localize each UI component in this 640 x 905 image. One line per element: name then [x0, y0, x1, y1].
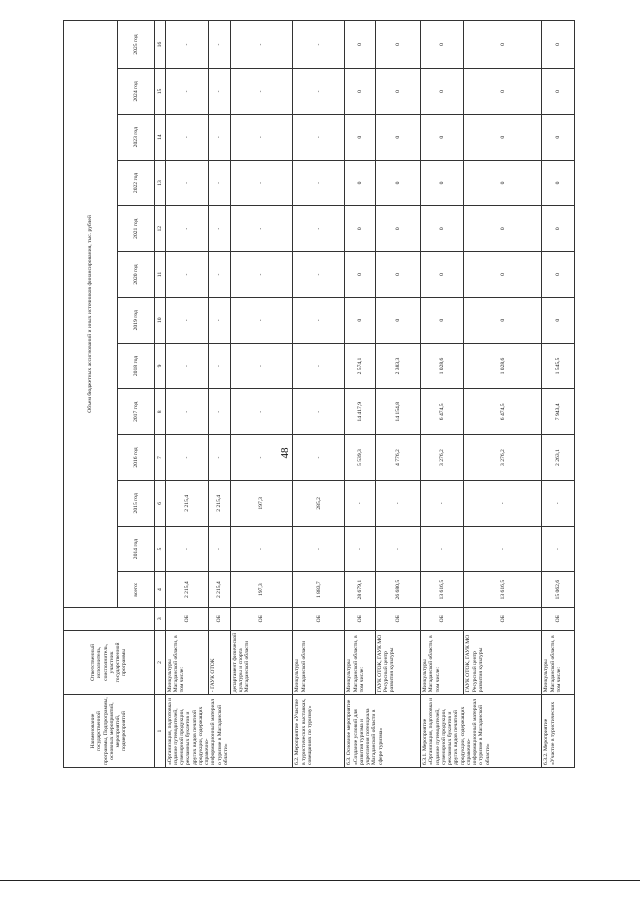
- header-source: [64, 607, 155, 630]
- total-value: 28 679,1: [345, 572, 375, 607]
- year-value: -: [230, 69, 293, 115]
- year-value: -: [230, 252, 293, 298]
- year-value: -: [165, 435, 208, 481]
- header-year: 2022 год: [118, 160, 155, 206]
- year-value: -: [209, 343, 231, 389]
- total-value: 13 616,5: [464, 572, 542, 607]
- activity-name: 6.3.2. Мероприятие «Участие в туристических: [542, 695, 575, 768]
- funding-source: ОБ: [165, 607, 208, 630]
- year-value: -: [230, 389, 293, 435]
- header-name: Наименование государственной программы, Подпрограммы, основных мероприятий, мероприятий, подмероприятий: [64, 695, 155, 768]
- year-value: -: [293, 297, 345, 343]
- executor: ГАУК ОТОК, ГАУК МО Ресурсный центр развития культуры: [375, 630, 420, 694]
- executor: - ГАУК ОТОК: [209, 630, 231, 694]
- activity-name: 6.2. Мероприятие «Участие в туристических выставках, совещаниях по туризму»: [293, 695, 345, 768]
- year-value: 0: [345, 114, 375, 160]
- year-value: 0: [542, 206, 575, 252]
- year-value: -: [230, 343, 293, 389]
- year-value: -: [209, 297, 231, 343]
- year-value: -: [165, 389, 208, 435]
- year-value: 14 417,9: [345, 389, 375, 435]
- executor: ГАУК ОТОК, ГАУК МО Ресурсный центр развития культуры: [464, 630, 542, 694]
- year-value: 2 215,4: [165, 480, 208, 526]
- year-value: 0: [345, 21, 375, 69]
- year-value: -: [375, 526, 420, 572]
- executor: Минкультуры Магаданской области: [293, 630, 345, 694]
- column-numbers-row: [154, 21, 165, 768]
- header-year: 2020 год: [118, 252, 155, 298]
- year-value: 0: [375, 114, 420, 160]
- header-year: 2019 год: [118, 297, 155, 343]
- header-year: 2024 год: [118, 69, 155, 115]
- header-total: всего:: [118, 572, 155, 607]
- year-value: 1 028,6: [421, 343, 464, 389]
- executor: Минкультуры Магаданской области, в том числе:: [165, 630, 208, 694]
- year-value: 0: [345, 69, 375, 115]
- column-number: 8: [154, 389, 165, 435]
- total-value: 15 062,6: [542, 572, 575, 607]
- year-value: -: [293, 343, 345, 389]
- year-value: -: [209, 389, 231, 435]
- year-value: -: [293, 252, 345, 298]
- header-year: 2025 год: [118, 21, 155, 69]
- year-value: 0: [421, 297, 464, 343]
- table-row: [345, 21, 375, 768]
- year-value: -: [209, 252, 231, 298]
- total-value: 2 215,4: [209, 572, 231, 607]
- year-value: -: [293, 206, 345, 252]
- year-value: -: [209, 160, 231, 206]
- year-value: -: [293, 526, 345, 572]
- year-value: 1 028,6: [464, 343, 542, 389]
- header-year: 2018 год: [118, 343, 155, 389]
- year-value: 0: [421, 160, 464, 206]
- total-value: 2 215,4: [165, 572, 208, 607]
- budget-table-wrapper: [63, 20, 575, 768]
- column-number: 3: [154, 607, 165, 630]
- column-number: 6: [154, 480, 165, 526]
- column-number: 7: [154, 435, 165, 481]
- total-value: 26 680,5: [375, 572, 420, 607]
- year-value: 0: [464, 114, 542, 160]
- activity-name: 6.3. Основное мероприятие «Создание условий для развития туризма и укрепления потенциала Магаданской области в сфере туризма»: [345, 695, 421, 768]
- year-value: -: [165, 160, 208, 206]
- table-row: [209, 21, 231, 768]
- year-value: -: [165, 21, 208, 69]
- column-number: 10: [154, 297, 165, 343]
- funding-source: ОБ: [375, 607, 420, 630]
- year-value: 0: [375, 297, 420, 343]
- year-value: 1 545,5: [542, 343, 575, 389]
- table-row: [165, 21, 208, 768]
- header-volume: Объем бюджетных ассигнований и иных источников финансирования, тыс. рублей: [64, 21, 118, 608]
- year-value: 2 383,3: [375, 343, 420, 389]
- total-value: 13 616,5: [421, 572, 464, 607]
- column-number: 16: [154, 21, 165, 69]
- year-value: 0: [421, 252, 464, 298]
- year-value: -: [542, 526, 575, 572]
- year-value: -: [165, 343, 208, 389]
- year-value: -: [165, 114, 208, 160]
- year-value: 285,2: [293, 480, 345, 526]
- year-value: 2 215,4: [209, 480, 231, 526]
- year-value: 0: [421, 69, 464, 115]
- activity-name: «Организация, подготовка и издание путеводителей, сувенирной продукции, рекламных буклетов и других видов печатной продукции, содержащих справочно-информационный материал о туризме в Магаданской области»: [165, 695, 293, 768]
- table-row: [464, 21, 542, 768]
- year-value: 0: [345, 160, 375, 206]
- year-value: -: [375, 480, 420, 526]
- funding-source: ОБ: [230, 607, 293, 630]
- year-value: -: [293, 21, 345, 69]
- year-value: 0: [375, 69, 420, 115]
- year-value: 0: [421, 114, 464, 160]
- executor: департамент физической культуры и спорта Магаданской области: [230, 630, 293, 694]
- year-value: 0: [542, 297, 575, 343]
- year-value: 14 154,8: [375, 389, 420, 435]
- funding-source: ОБ: [421, 607, 464, 630]
- year-value: 0: [464, 297, 542, 343]
- year-value: 0: [345, 252, 375, 298]
- year-value: -: [209, 435, 231, 481]
- year-value: 2 263,1: [542, 435, 575, 481]
- budget-table: [63, 20, 575, 768]
- year-value: -: [209, 526, 231, 572]
- year-value: 197,3: [230, 480, 293, 526]
- header-year: 2021 год: [118, 206, 155, 252]
- year-value: 0: [542, 160, 575, 206]
- year-value: -: [293, 389, 345, 435]
- column-number: 4: [154, 572, 165, 607]
- funding-source: ОБ: [293, 607, 345, 630]
- year-value: 0: [464, 69, 542, 115]
- executor: Минкультуры Магаданской области, в том числе:: [421, 630, 464, 694]
- funding-source: ОБ: [542, 607, 575, 630]
- funding-source: ОБ: [345, 607, 375, 630]
- header-year: 2015 год: [118, 480, 155, 526]
- column-number: 11: [154, 252, 165, 298]
- column-number: 9: [154, 343, 165, 389]
- year-value: 0: [345, 206, 375, 252]
- year-value: 0: [542, 114, 575, 160]
- year-value: -: [293, 435, 345, 481]
- total-value: 1 883,7: [293, 572, 345, 607]
- year-value: -: [165, 526, 208, 572]
- year-value: -: [464, 526, 542, 572]
- year-value: -: [230, 160, 293, 206]
- year-value: 0: [464, 21, 542, 69]
- year-value: -: [345, 526, 375, 572]
- year-value: -: [345, 480, 375, 526]
- year-value: 4 776,2: [375, 435, 420, 481]
- executor: Минкультуры Магаданской области, в том числе:: [542, 630, 575, 694]
- table-row: [542, 21, 575, 768]
- year-value: 0: [464, 160, 542, 206]
- year-value: -: [421, 480, 464, 526]
- column-number: 12: [154, 206, 165, 252]
- year-value: -: [293, 160, 345, 206]
- table-row: [293, 21, 345, 768]
- column-number: 13: [154, 160, 165, 206]
- year-value: 7 943,4: [542, 389, 575, 435]
- year-value: 6 474,5: [421, 389, 464, 435]
- year-value: -: [209, 206, 231, 252]
- header-year: 2014 год: [118, 526, 155, 572]
- header-year: 2017 год: [118, 389, 155, 435]
- year-value: -: [230, 526, 293, 572]
- header-year: 2023 год: [118, 114, 155, 160]
- column-number: 2: [154, 630, 165, 694]
- page-number: 48: [279, 447, 291, 459]
- year-value: -: [165, 69, 208, 115]
- footer-divider: [0, 880, 640, 881]
- year-value: 0: [464, 252, 542, 298]
- year-value: 0: [542, 69, 575, 115]
- year-value: -: [209, 69, 231, 115]
- table-row: [421, 21, 464, 768]
- year-value: 0: [542, 21, 575, 69]
- year-value: 3 276,2: [464, 435, 542, 481]
- header-executor: Ответственный исполнитель, соисполнитель, участник государственной программы: [64, 630, 155, 694]
- funding-source: ОБ: [464, 607, 542, 630]
- year-value: -: [230, 21, 293, 69]
- year-value: 2 574,1: [345, 343, 375, 389]
- column-number: 5: [154, 526, 165, 572]
- year-value: -: [230, 435, 293, 481]
- year-value: -: [293, 114, 345, 160]
- header-year: 2016 год: [118, 435, 155, 481]
- year-value: 6 474,5: [464, 389, 542, 435]
- year-value: 0: [375, 206, 420, 252]
- table-row: [230, 21, 293, 768]
- year-value: 5 539,3: [345, 435, 375, 481]
- year-value: -: [165, 206, 208, 252]
- year-value: 0: [464, 206, 542, 252]
- year-value: -: [421, 526, 464, 572]
- year-value: -: [165, 297, 208, 343]
- year-value: 0: [542, 252, 575, 298]
- year-value: 0: [375, 21, 420, 69]
- year-value: -: [230, 206, 293, 252]
- year-value: -: [209, 114, 231, 160]
- year-value: 0: [421, 21, 464, 69]
- year-value: 0: [375, 160, 420, 206]
- year-value: -: [293, 69, 345, 115]
- funding-source: ОБ: [209, 607, 231, 630]
- column-number: 1: [154, 695, 165, 768]
- column-number: 15: [154, 69, 165, 115]
- year-value: 0: [421, 206, 464, 252]
- year-value: -: [542, 480, 575, 526]
- column-number: 14: [154, 114, 165, 160]
- year-value: -: [230, 114, 293, 160]
- total-value: 197,3: [230, 572, 293, 607]
- year-value: -: [165, 252, 208, 298]
- year-value: 0: [375, 252, 420, 298]
- executor: Минкультуры Магаданской области, в том числе:: [345, 630, 375, 694]
- year-value: -: [230, 297, 293, 343]
- activity-name: 6.3.1. Мероприятие «Организация, подготовка и издание путеводителей, сувенирной продукции, рекламных буклетов и других видов печатной продукции, содержащих справочно-информационный материал о туризме в Магаданской области»: [421, 695, 542, 768]
- year-value: 3 276,2: [421, 435, 464, 481]
- year-value: 0: [345, 297, 375, 343]
- year-value: -: [209, 21, 231, 69]
- table-row: [375, 21, 420, 768]
- year-value: -: [464, 480, 542, 526]
